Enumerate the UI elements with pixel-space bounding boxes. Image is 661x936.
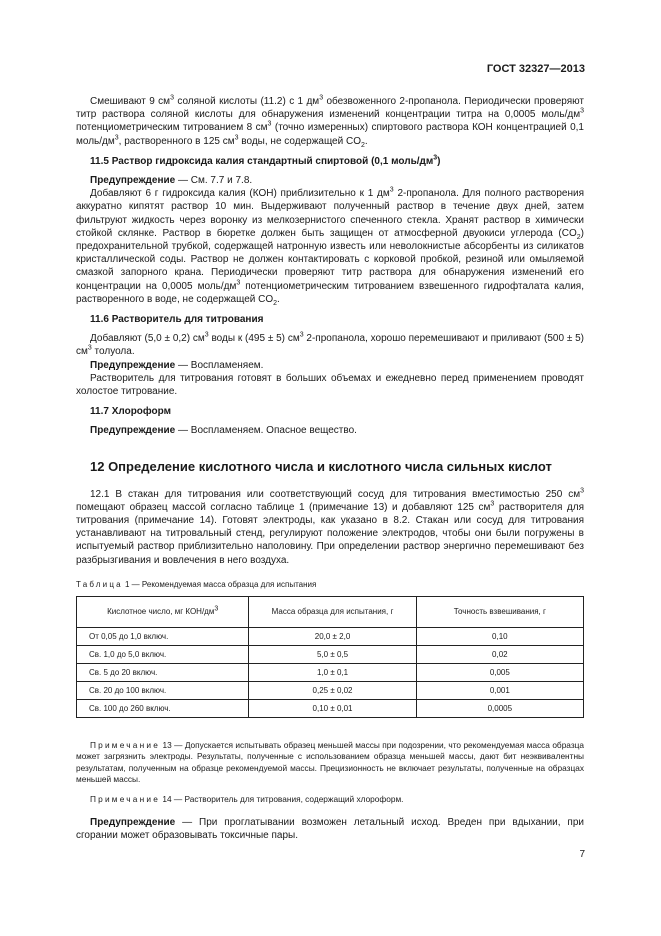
cell-range: Св. 20 до 100 включ.	[77, 681, 249, 699]
page-number: 7	[579, 849, 585, 860]
section-11-7-warning: Предупреждение — Воспламеняем. Опасное вещество.	[90, 425, 357, 437]
cell-range: От 0,05 до 1,0 включ.	[77, 627, 249, 645]
column-header-sample-mass: Масса образца для испытания, г	[249, 596, 416, 627]
table-header-row	[77, 596, 584, 627]
cell-mass: 0,10 ± 0,01	[249, 699, 416, 717]
paragraph-hcl-solution: Смешивают 9 $см^3$ соляной кислоты (11.2) с 1 $дм^3$ обезвоженного 2-пропанола. Периодически проверяют титр раствора соляной кислоты для обнаружения изменений концентрации титра на 0,0005 моль/$дм^3$ потенциометрическим титрованием 8 $см^3$ (точно измеренных) спиртового раствора КОН концентрацией 0,1 моль/$дм^3$, растворенного в 125 $см^3$ воды, не содержащей $CO_2$.	[76, 94, 585, 149]
cell-mass: 0,25 ± 0,02	[249, 681, 416, 699]
section-11-6-warning: Предупреждение — Воспламеняем.	[90, 359, 264, 371]
table-row	[77, 645, 584, 663]
table-sample-mass	[76, 596, 584, 718]
table-row	[77, 627, 584, 645]
section-11-6-body-2: Растворитель для титрования готовят в больших объемах и ежедневно перед применением проводят холостое титрование.	[76, 372, 584, 398]
cell-mass: 20,0 ± 2,0	[249, 627, 416, 645]
note-14: Примечание 14 — Растворитель для титрования, содержащий хлороформ.	[90, 793, 404, 804]
section-12-heading: 12 Определение кислотного числа и кислотного числа сильных кислот	[90, 458, 552, 474]
cell-accuracy: 0,10	[416, 627, 583, 645]
section-11-5-heading: 11.5 Раствор гидроксида калия стандартный спиртовой (0,1 моль/$дм^3$)	[90, 154, 441, 167]
cell-mass: 1,0 ± 0,1	[249, 663, 416, 681]
cell-range: Св. 1,0 до 5,0 включ.	[77, 645, 249, 663]
column-header-acid-number: Кислотное число, мг КОН/$дм^3$	[77, 596, 249, 627]
cell-accuracy: 0,005	[416, 663, 583, 681]
table-row	[77, 663, 584, 681]
final-warning: Предупреждение — При проглатывании возможен летальный исход. Вреден при вдыхании, при сгорании может образовывать токсичные пары.	[76, 816, 584, 842]
cell-accuracy: 0,02	[416, 645, 583, 663]
table-row	[77, 699, 584, 717]
column-header-accuracy: Точность взвешивания, г	[416, 596, 583, 627]
section-11-5-body: Добавляют 6 г гидроксида калия (КОН) приблизительно к 1 $дм^3$ 2-пропанола. Для полного растворения аккуратно кипятят раствор 10 мин. Выдерживают полученный раствор в течение двух дней, затем фильтруют жидкость через воронку из мелкозернистого спеченного стекла. Хранят раствор в химически стойкой склянке. Раствор в бюретке должен быть защищен от атмосферной двуокиси углерода $(CO_2)$ предохранительной трубкой, содержащей натронную известь или неволокнистые абсорбенты из силикатов кристаллической соды. Раствор не должен контактировать с корковой пробкой, резиной или омыляемой смазкой запорного крана. Периодически проверяют титр раствора для обнаружения изменений его концентрации на 0,0005 моль/$дм^3$ потенциометрическим титрованием взвешенного гидрофталата калия, растворенного в воде, не содержащей $CO_2$.	[76, 186, 584, 307]
cell-mass: 5,0 ± 0,5	[249, 645, 416, 663]
cell-range: Св. 5 до 20 включ.	[77, 663, 249, 681]
section-11-7-heading: 11.7 Хлороформ	[90, 406, 172, 418]
section-11-5-warning: Предупреждение — См. 7.7 и 7.8.	[90, 175, 253, 187]
cell-accuracy: 0,0005	[416, 699, 583, 717]
cell-range: Св. 100 до 260 включ.	[77, 699, 249, 717]
cell-accuracy: 0,001	[416, 681, 583, 699]
section-11-6-heading: 11.6 Растворитель для титрования	[90, 314, 264, 326]
note-13: Примечание 13 — Допускается испытывать образец меньшей массы при подозрении, что рекомендуемая масса образца может загрязнить электроды. Результаты, полученные с использованием образца меньшей массы, дают бит неэквивалентны результатам, полученным на образце рекомендуемой массы. Прецизионность не включает результаты, полученные на образцах меньшей массы.	[76, 739, 584, 785]
section-12-1-body: 12.1 В стакан для титрования или соответствующий сосуд для титрования вместимостью 250 $см^3$ помещают образец массой согласно таблице 1 (примечание 13) и добавляют 125 $см^3$ растворителя для титрования (примечание 14). Готовят электроды, как указано в 8.2. Стакан или сосуд для титрования устанавливают на титровальный стенд, регулируют положение электродов, чтобы они были погружены в испытуемый раствор приблизительно наполовину. При определении раствор энергично перемешивают без разбрызгивания и вовлечения в него воздуха.	[76, 487, 585, 566]
section-11-6-body: Добавляют (5,0 ± 0,2) $см^3$ воды к (495 ± 5) $см^3$ 2-пропанола, хорошо перемешивают и приливают (500 ± 5) $см^3$ толуола.	[76, 331, 584, 358]
page-content	[76, 95, 584, 842]
table-caption: Таблица 1 — Рекомендуемая масса образца для испытания	[76, 579, 317, 589]
table-row	[77, 681, 584, 699]
standard-header: ГОСТ 32327—2013	[486, 63, 585, 75]
